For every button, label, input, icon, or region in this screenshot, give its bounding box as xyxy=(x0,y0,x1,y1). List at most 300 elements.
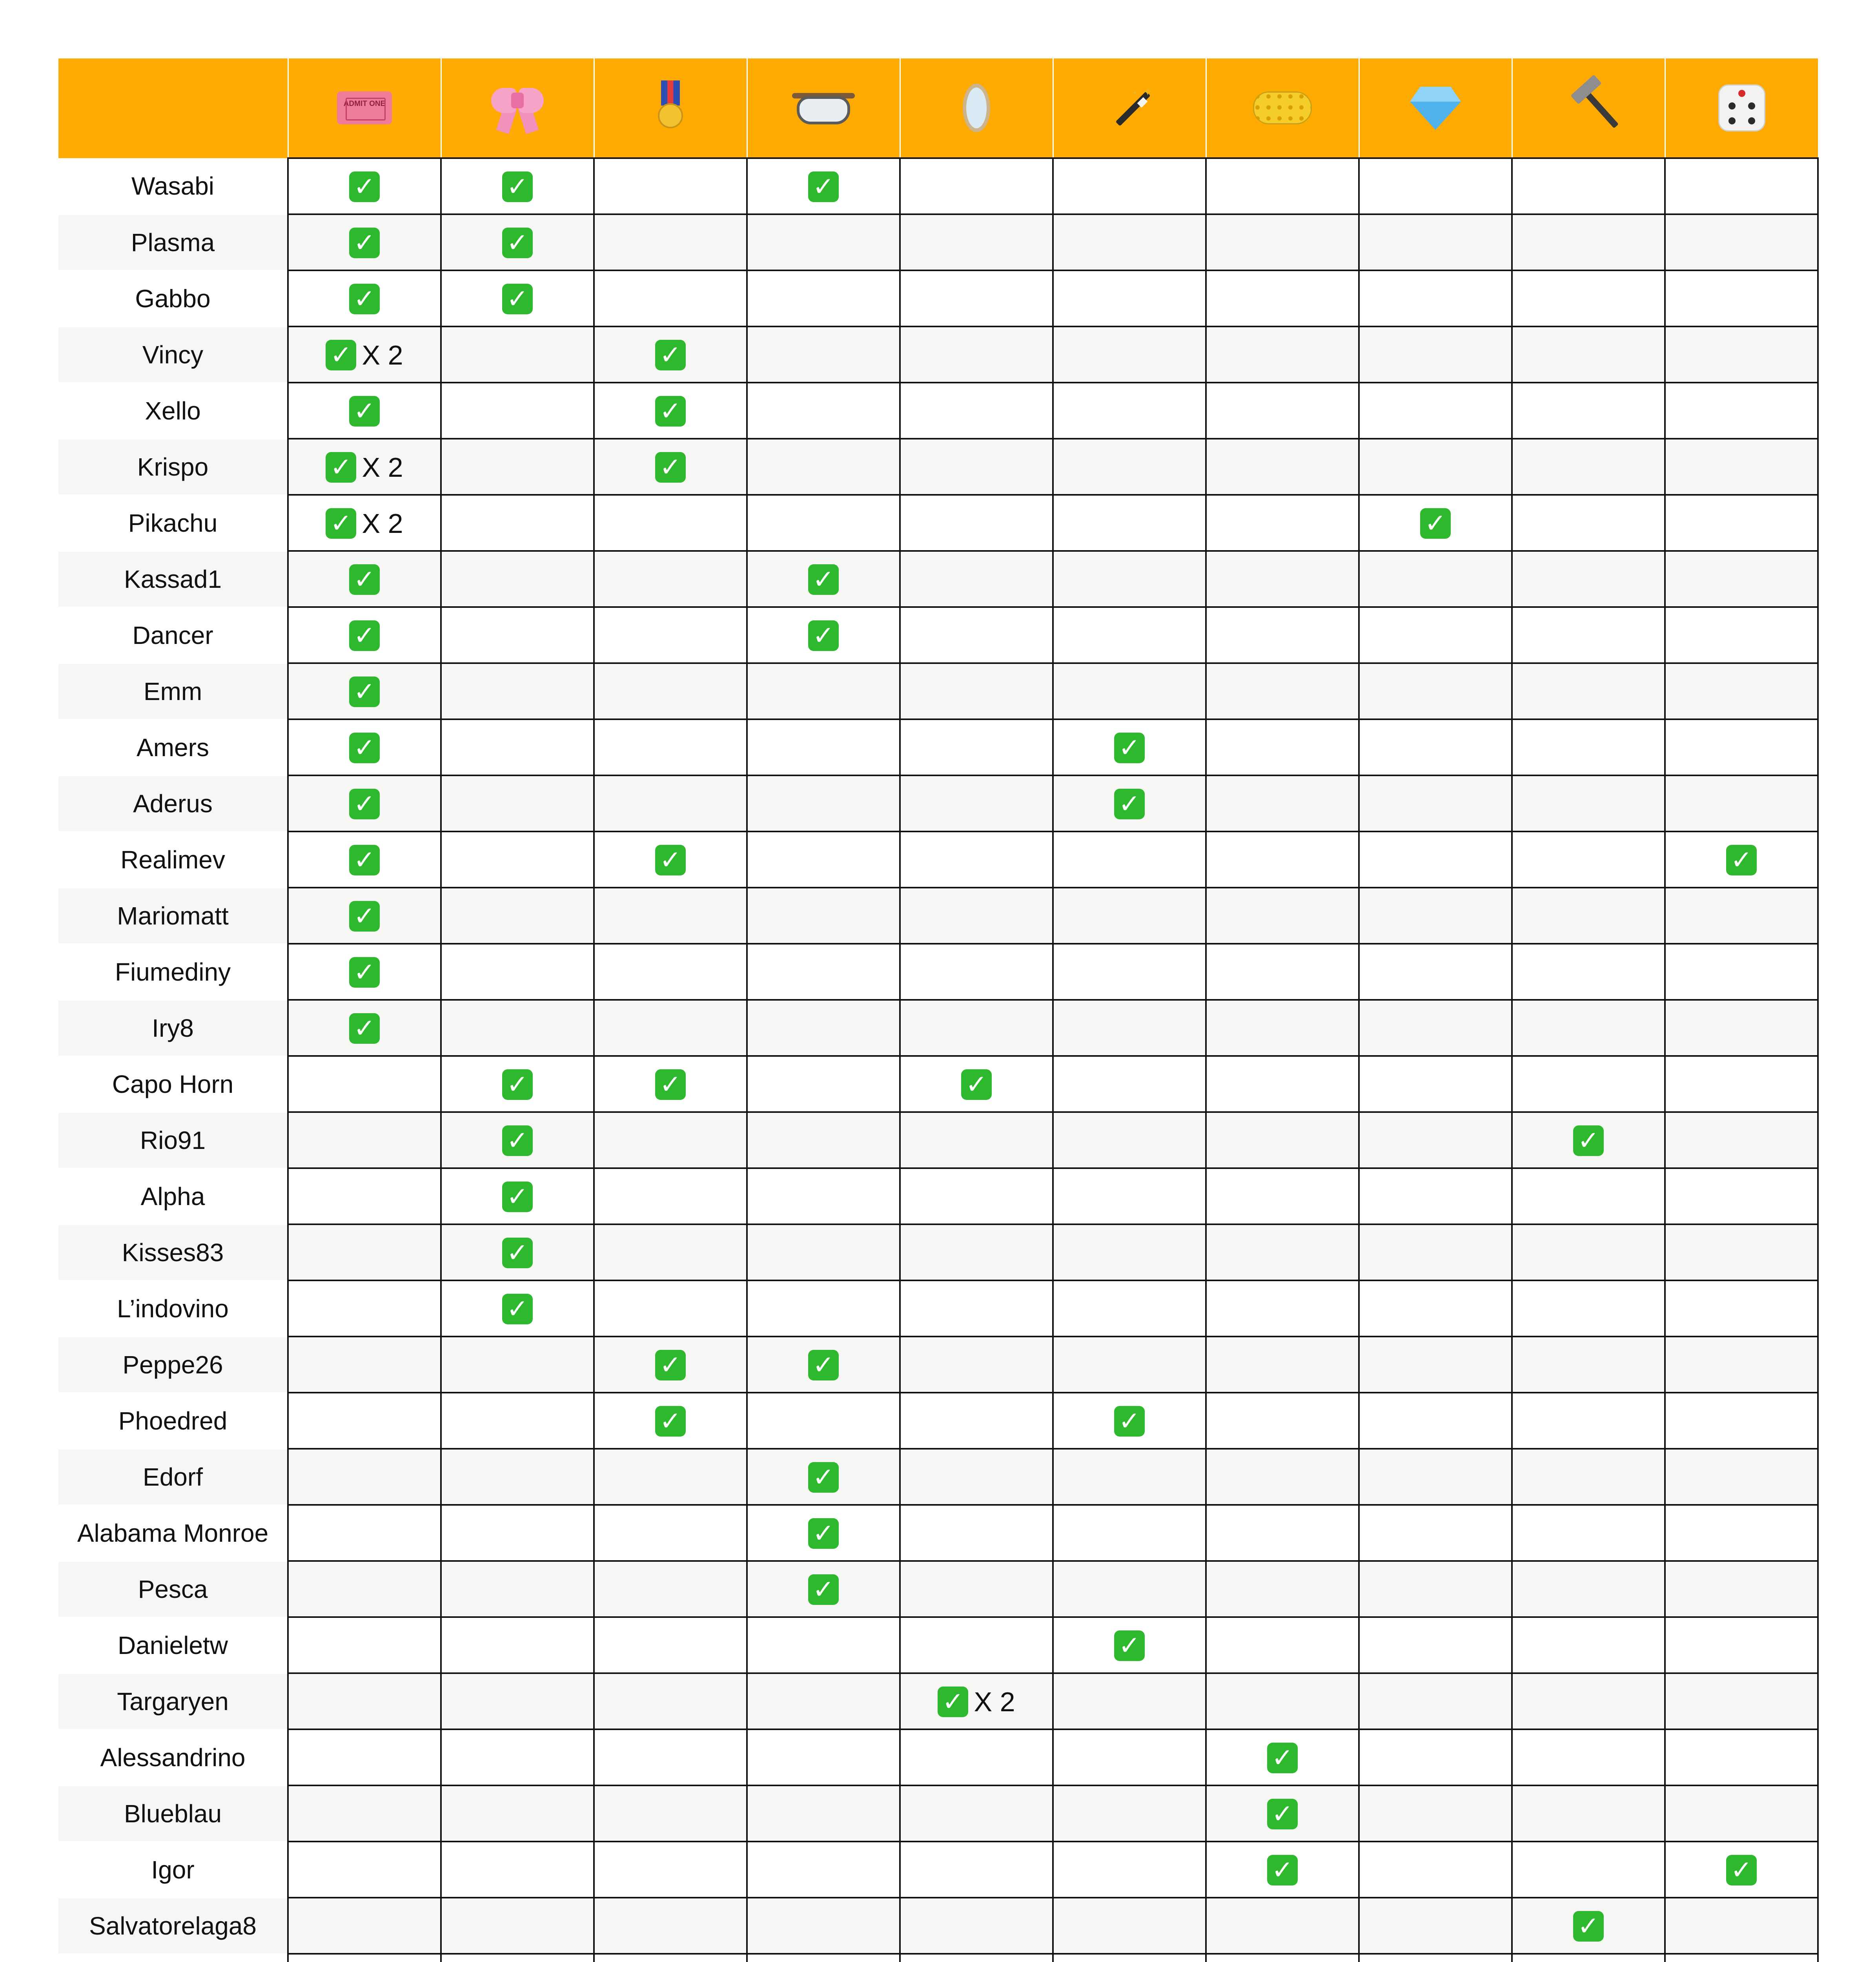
cell-die xyxy=(1665,326,1818,383)
cell-sports-medal xyxy=(594,944,747,1000)
player-name: Aderus xyxy=(58,775,288,831)
cell-mirror xyxy=(900,1729,1053,1785)
cell-goggles xyxy=(747,1112,900,1168)
multiplier-label: X 2 xyxy=(362,339,403,370)
table-row xyxy=(58,326,1818,383)
cell-ticket xyxy=(288,1112,441,1168)
cell-goggles xyxy=(747,1898,900,1954)
cell-ribbon-bow xyxy=(441,1505,594,1561)
cell-sports-medal xyxy=(594,1056,747,1112)
cell-ribbon-bow xyxy=(441,607,594,663)
header-sponge xyxy=(1206,58,1359,158)
cell-goggles xyxy=(747,1505,900,1561)
cell-die xyxy=(1665,1168,1818,1224)
cell-sports-medal xyxy=(594,1168,747,1224)
cell-ticket xyxy=(288,1393,441,1449)
cell-die xyxy=(1665,1561,1818,1617)
header-ticket xyxy=(288,58,441,158)
cell-sports-medal xyxy=(594,831,747,888)
table-row xyxy=(58,719,1818,775)
cell-sponge xyxy=(1206,1673,1359,1729)
cell-sports-medal xyxy=(594,607,747,663)
cell-gem xyxy=(1359,1842,1512,1898)
check-mark-icon: ✓ xyxy=(961,1069,992,1100)
cell-gem xyxy=(1359,1449,1512,1505)
cell-mirror xyxy=(900,888,1053,944)
cell-hammer xyxy=(1512,1056,1665,1112)
cell-ticket xyxy=(288,1561,441,1617)
sponge-icon xyxy=(1253,88,1312,128)
cell-hammer xyxy=(1512,775,1665,831)
check-mark-icon: ✓ xyxy=(1726,845,1757,875)
cell-ribbon-bow xyxy=(441,383,594,439)
player-name: Alpha xyxy=(58,1168,288,1224)
cell-sports-medal xyxy=(594,1954,747,1962)
sports-medal-icon xyxy=(655,80,686,135)
cell-hammer xyxy=(1512,1617,1665,1673)
player-name: Pikachu xyxy=(58,495,288,551)
cell-hammer xyxy=(1512,607,1665,663)
cell-ribbon-bow xyxy=(441,1393,594,1449)
cell-ticket xyxy=(288,1056,441,1112)
cell-die xyxy=(1665,607,1818,663)
cell-ticket xyxy=(288,495,441,551)
cell-gem xyxy=(1359,1505,1512,1561)
cell-sponge xyxy=(1206,1337,1359,1393)
cell-sponge xyxy=(1206,326,1359,383)
player-name: Wasabi xyxy=(58,158,288,214)
cell-sports-medal xyxy=(594,551,747,607)
cell-ticket xyxy=(288,1505,441,1561)
table-row xyxy=(58,383,1818,439)
cell-mirror xyxy=(900,1224,1053,1280)
check-mark-icon: ✓ xyxy=(502,1125,533,1156)
cell-goggles xyxy=(747,158,900,214)
cell-hammer xyxy=(1512,1000,1665,1056)
cell-sports-medal xyxy=(594,775,747,831)
table-row xyxy=(58,214,1818,270)
cell-sponge xyxy=(1206,1112,1359,1168)
cell-goggles xyxy=(747,719,900,775)
cell-ribbon-bow xyxy=(441,1617,594,1673)
cell-ticket xyxy=(288,719,441,775)
check-mark-icon: ✓ xyxy=(808,1518,839,1549)
cell-ribbon-bow xyxy=(441,495,594,551)
cell-hammer xyxy=(1512,1898,1665,1954)
player-name: Targaryen xyxy=(58,1673,288,1729)
check-mark-icon: ✓ xyxy=(502,1294,533,1324)
header-goggles xyxy=(747,58,900,158)
cell-sponge xyxy=(1206,495,1359,551)
cell-sponge xyxy=(1206,1224,1359,1280)
cell-sports-medal xyxy=(594,495,747,551)
player-name: L’indovino xyxy=(58,1280,288,1337)
cell-die xyxy=(1665,383,1818,439)
header-gem xyxy=(1359,58,1512,158)
cell-magic-wand xyxy=(1053,270,1206,326)
cell-gem xyxy=(1359,214,1512,270)
cell-hammer xyxy=(1512,214,1665,270)
cell-sponge xyxy=(1206,1393,1359,1449)
cell-hammer xyxy=(1512,888,1665,944)
goggles-icon xyxy=(792,88,855,128)
cell-sports-medal xyxy=(594,888,747,944)
cell-sports-medal xyxy=(594,1842,747,1898)
cell-goggles xyxy=(747,214,900,270)
cell-gem xyxy=(1359,1954,1512,1962)
check-mark-icon: ✓ xyxy=(1573,1125,1604,1156)
cell-mirror xyxy=(900,1842,1053,1898)
cell-goggles xyxy=(747,270,900,326)
check-mark-icon: ✓ xyxy=(349,171,380,202)
cell-ticket xyxy=(288,1337,441,1393)
cell-ticket xyxy=(288,158,441,214)
check-mark-icon: ✓ xyxy=(1267,1799,1298,1829)
cell-ticket xyxy=(288,607,441,663)
cell-mirror xyxy=(900,831,1053,888)
cell-die xyxy=(1665,831,1818,888)
cell-magic-wand xyxy=(1053,831,1206,888)
cell-sponge xyxy=(1206,1056,1359,1112)
header-die xyxy=(1665,58,1818,158)
check-mark-icon: ✓ xyxy=(349,957,380,988)
cell-sports-medal xyxy=(594,719,747,775)
cell-ribbon-bow xyxy=(441,1112,594,1168)
cell-ticket xyxy=(288,1729,441,1785)
cell-gem xyxy=(1359,1673,1512,1729)
check-mark-icon: ✓ xyxy=(502,1069,533,1100)
cell-magic-wand xyxy=(1053,214,1206,270)
table-row xyxy=(58,1898,1818,1954)
cell-goggles xyxy=(747,1168,900,1224)
player-name xyxy=(58,1954,288,1962)
cell-gem xyxy=(1359,1898,1512,1954)
cell-ribbon-bow xyxy=(441,214,594,270)
cell-ribbon-bow xyxy=(441,719,594,775)
cell-sports-medal xyxy=(594,439,747,495)
header-hammer xyxy=(1512,58,1665,158)
cell-magic-wand xyxy=(1053,1561,1206,1617)
cell-goggles xyxy=(747,1561,900,1617)
cell-sponge xyxy=(1206,831,1359,888)
cell-mirror xyxy=(900,1168,1053,1224)
cell-hammer xyxy=(1512,383,1665,439)
check-mark-icon: ✓ xyxy=(349,733,380,763)
cell-ticket xyxy=(288,775,441,831)
cell-die xyxy=(1665,1898,1818,1954)
header-wand xyxy=(1053,58,1206,158)
cell-die xyxy=(1665,1224,1818,1280)
table-row xyxy=(58,1393,1818,1449)
cell-gem xyxy=(1359,383,1512,439)
cell-mirror xyxy=(900,551,1053,607)
cell-gem xyxy=(1359,775,1512,831)
player-name: Pesca xyxy=(58,1561,288,1617)
cell-goggles xyxy=(747,439,900,495)
check-mark-icon: ✓ xyxy=(655,340,686,370)
check-mark-icon: ✓ xyxy=(808,171,839,202)
cell-ribbon-bow xyxy=(441,1056,594,1112)
cell-magic-wand xyxy=(1053,551,1206,607)
cell-sports-medal xyxy=(594,1112,747,1168)
check-mark-icon: ✓ xyxy=(326,508,356,539)
cell-sponge xyxy=(1206,1280,1359,1337)
cell-gem xyxy=(1359,326,1512,383)
check-mark-icon: ✓ xyxy=(808,620,839,651)
cell-hammer xyxy=(1512,719,1665,775)
check-mark-icon: ✓ xyxy=(655,1069,686,1100)
table-row xyxy=(58,158,1818,214)
cell-sponge xyxy=(1206,1842,1359,1898)
check-mark-icon: ✓ xyxy=(808,564,839,595)
check-mark-icon: ✓ xyxy=(1114,1630,1145,1661)
cell-hammer xyxy=(1512,1673,1665,1729)
cell-die xyxy=(1665,1000,1818,1056)
check-mark-icon: ✓ xyxy=(349,845,380,875)
cell-gem xyxy=(1359,158,1512,214)
cell-ticket xyxy=(288,1898,441,1954)
cell-sports-medal xyxy=(594,1449,747,1505)
cell-magic-wand xyxy=(1053,1954,1206,1962)
player-name: Krispo xyxy=(58,439,288,495)
cell-die xyxy=(1665,1393,1818,1449)
table-row xyxy=(58,607,1818,663)
cell-mirror xyxy=(900,270,1053,326)
table-row xyxy=(58,831,1818,888)
cell-magic-wand xyxy=(1053,944,1206,1000)
cell-goggles xyxy=(747,326,900,383)
cell-mirror xyxy=(900,495,1053,551)
table-row xyxy=(58,944,1818,1000)
cell-goggles xyxy=(747,888,900,944)
check-mark-icon: ✓ xyxy=(349,396,380,427)
check-mark-icon: ✓ xyxy=(655,845,686,875)
cell-ticket xyxy=(288,1842,441,1898)
cell-sponge xyxy=(1206,551,1359,607)
multiplier-label: X 2 xyxy=(362,452,403,483)
player-name: Rio91 xyxy=(58,1112,288,1168)
cell-magic-wand xyxy=(1053,607,1206,663)
cell-sports-medal xyxy=(594,1785,747,1842)
cell-ticket xyxy=(288,326,441,383)
cell-gem xyxy=(1359,663,1512,719)
cell-die xyxy=(1665,1449,1818,1505)
cell-gem xyxy=(1359,1617,1512,1673)
cell-sponge xyxy=(1206,158,1359,214)
cell-hammer xyxy=(1512,1561,1665,1617)
check-mark-icon: ✓ xyxy=(808,1350,839,1380)
cell-die xyxy=(1665,1505,1818,1561)
cell-goggles xyxy=(747,1056,900,1112)
player-name: Peppe26 xyxy=(58,1337,288,1393)
cell-goggles xyxy=(747,663,900,719)
table-row xyxy=(58,1617,1818,1673)
table-row xyxy=(58,1337,1818,1393)
cell-mirror xyxy=(900,1393,1053,1449)
cell-ticket xyxy=(288,1785,441,1842)
cell-hammer xyxy=(1512,1785,1665,1842)
cell-mirror xyxy=(900,1505,1053,1561)
check-mark-icon: ✓ xyxy=(349,564,380,595)
check-mark-icon: ✓ xyxy=(655,396,686,427)
cell-die xyxy=(1665,1337,1818,1393)
mirror-icon xyxy=(963,84,990,132)
check-mark-icon: ✓ xyxy=(349,1013,380,1044)
table-row xyxy=(58,1842,1818,1898)
cell-mirror xyxy=(900,383,1053,439)
cell-sponge xyxy=(1206,1729,1359,1785)
check-mark-icon: ✓ xyxy=(1573,1911,1604,1942)
cell-die xyxy=(1665,270,1818,326)
table-row xyxy=(58,1168,1818,1224)
cell-mirror xyxy=(900,1898,1053,1954)
cell-sports-medal xyxy=(594,383,747,439)
cell-hammer xyxy=(1512,944,1665,1000)
cell-mirror xyxy=(900,1337,1053,1393)
cell-ticket xyxy=(288,439,441,495)
table-row xyxy=(58,1449,1818,1505)
cell-goggles xyxy=(747,1617,900,1673)
cell-magic-wand xyxy=(1053,1056,1206,1112)
cell-gem xyxy=(1359,1561,1512,1617)
table-row xyxy=(58,270,1818,326)
check-mark-icon: ✓ xyxy=(938,1687,968,1717)
cell-ribbon-bow xyxy=(441,663,594,719)
cell-die xyxy=(1665,214,1818,270)
cell-ticket xyxy=(288,1954,441,1962)
cell-magic-wand xyxy=(1053,1224,1206,1280)
check-mark-icon: ✓ xyxy=(808,1574,839,1605)
cell-sports-medal xyxy=(594,1673,747,1729)
cell-magic-wand xyxy=(1053,1898,1206,1954)
table-row xyxy=(58,775,1818,831)
header-row xyxy=(58,58,1818,158)
cell-sports-medal xyxy=(594,326,747,383)
cell-magic-wand xyxy=(1053,326,1206,383)
player-name: Vincy xyxy=(58,326,288,383)
cell-sponge xyxy=(1206,270,1359,326)
cell-hammer xyxy=(1512,1224,1665,1280)
cell-magic-wand xyxy=(1053,1842,1206,1898)
player-name: Plasma xyxy=(58,214,288,270)
cell-sponge xyxy=(1206,663,1359,719)
cell-die xyxy=(1665,1112,1818,1168)
cell-die xyxy=(1665,775,1818,831)
cell-hammer xyxy=(1512,1112,1665,1168)
cell-goggles xyxy=(747,1280,900,1337)
cell-hammer xyxy=(1512,831,1665,888)
cell-magic-wand xyxy=(1053,663,1206,719)
check-mark-icon: ✓ xyxy=(1420,508,1451,539)
cell-hammer xyxy=(1512,1280,1665,1337)
cell-sports-medal xyxy=(594,1337,747,1393)
player-name: Emm xyxy=(58,663,288,719)
table-row xyxy=(58,1112,1818,1168)
cell-sports-medal xyxy=(594,270,747,326)
cell-goggles xyxy=(747,1000,900,1056)
cell-ribbon-bow xyxy=(441,270,594,326)
player-name: Alessandrino xyxy=(58,1729,288,1785)
cell-hammer xyxy=(1512,1449,1665,1505)
magic-wand-icon: ✦ ✦ xyxy=(1106,84,1153,131)
cell-ribbon-bow xyxy=(441,888,594,944)
check-mark-icon: ✓ xyxy=(349,901,380,932)
player-name: Xello xyxy=(58,383,288,439)
cell-die xyxy=(1665,1056,1818,1112)
table-header xyxy=(58,58,1818,158)
cell-magic-wand xyxy=(1053,383,1206,439)
multiplier-label: X 2 xyxy=(362,508,403,539)
cell-ribbon-bow xyxy=(441,551,594,607)
multiplier-label: X 2 xyxy=(974,1686,1015,1717)
cell-sports-medal xyxy=(594,1729,747,1785)
cell-magic-wand xyxy=(1053,719,1206,775)
cell-die xyxy=(1665,158,1818,214)
table-row xyxy=(58,1785,1818,1842)
cell-magic-wand xyxy=(1053,1112,1206,1168)
cell-goggles xyxy=(747,1224,900,1280)
cell-ribbon-bow xyxy=(441,1842,594,1898)
cell-gem xyxy=(1359,1224,1512,1280)
cell-mirror xyxy=(900,1000,1053,1056)
player-name: Salvatorelaga8 xyxy=(58,1898,288,1954)
player-name: Danieletw xyxy=(58,1617,288,1673)
player-name: Kisses83 xyxy=(58,1224,288,1280)
cell-mirror xyxy=(900,1280,1053,1337)
check-mark-icon: ✓ xyxy=(808,1462,839,1493)
cell-hammer xyxy=(1512,1842,1665,1898)
cell-goggles xyxy=(747,1337,900,1393)
cell-ribbon-bow xyxy=(441,1785,594,1842)
cell-hammer xyxy=(1512,326,1665,383)
cell-sponge xyxy=(1206,1168,1359,1224)
cell-die xyxy=(1665,495,1818,551)
cell-die xyxy=(1665,1617,1818,1673)
cell-ribbon-bow xyxy=(441,1000,594,1056)
cell-sponge xyxy=(1206,607,1359,663)
player-name: Realimev xyxy=(58,831,288,888)
cell-gem xyxy=(1359,831,1512,888)
cell-ticket xyxy=(288,551,441,607)
cell-gem xyxy=(1359,607,1512,663)
cell-goggles xyxy=(747,775,900,831)
cell-mirror xyxy=(900,439,1053,495)
cell-ribbon-bow xyxy=(441,1168,594,1224)
cell-mirror xyxy=(900,326,1053,383)
cell-goggles xyxy=(747,1954,900,1962)
check-mark-icon: ✓ xyxy=(502,1238,533,1268)
table-row xyxy=(58,1561,1818,1617)
cell-mirror xyxy=(900,1449,1053,1505)
header-ribbon xyxy=(441,58,594,158)
cell-magic-wand xyxy=(1053,495,1206,551)
cell-magic-wand xyxy=(1053,158,1206,214)
cell-gem xyxy=(1359,495,1512,551)
cell-ticket xyxy=(288,270,441,326)
cell-goggles xyxy=(747,383,900,439)
player-name: Fiumediny xyxy=(58,944,288,1000)
cell-gem xyxy=(1359,1337,1512,1393)
header-corner xyxy=(58,58,288,158)
cell-magic-wand xyxy=(1053,1785,1206,1842)
gem-icon xyxy=(1410,84,1461,131)
table-row xyxy=(58,1729,1818,1785)
cell-ticket xyxy=(288,663,441,719)
cell-ribbon-bow xyxy=(441,944,594,1000)
cell-ribbon-bow xyxy=(441,158,594,214)
cell-sports-medal xyxy=(594,158,747,214)
cell-hammer xyxy=(1512,439,1665,495)
